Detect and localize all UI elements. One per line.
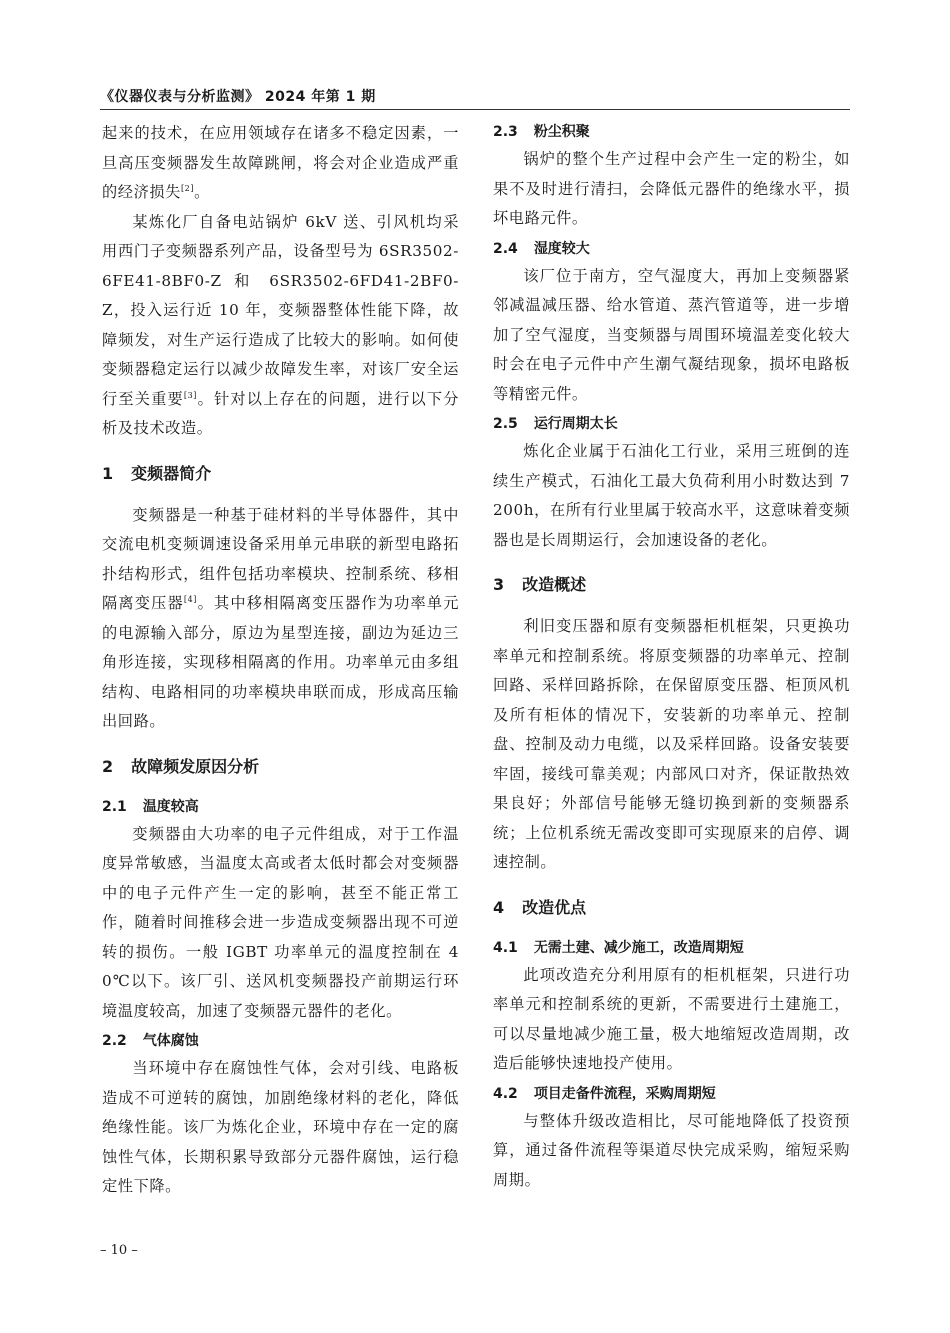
left-column bbox=[102, 119, 459, 1202]
subsection-number: 4.2 bbox=[493, 1085, 518, 1102]
subsection-title: 无需土建、减少施工，改造周期短 bbox=[533, 939, 744, 956]
paragraph-text: 某炼化厂自备电站锅炉 6kV 送、引风机均采用西门子变频器系列产品，设备型号为 6SR3502-6FE41-8BF0-Z 和 6SR3502-6FD41-2BF0-Z，投入运行近 10 年，变频器整体性能下降，故障频发，对生产运行造成了比较大的影响。如何使变频器稳定运行以减少故障发生率，对该厂安全运行至关重要 bbox=[102, 212, 459, 408]
section-title: 改造优点 bbox=[522, 897, 587, 917]
citation-ref: [3] bbox=[183, 390, 198, 400]
subsection-title: 湿度较大 bbox=[533, 240, 590, 257]
subsection-heading-2-4 bbox=[493, 236, 850, 262]
paragraph-text: 起来的技术，在应用领域存在诸多不稳定因素，一旦高压变频器发生故障跳闸，将会对企业造成严重的经济损失 bbox=[102, 124, 459, 201]
subsection-title: 粉尘积聚 bbox=[533, 124, 590, 140]
paragraph-2-5: 炼化企业属于石油化工行业，采用三班倒的连续生产模式，石油化工最大负荷利用小时数达到 7200h，在所有行业里属于较高水平，这意味着变频器也是长周期运行，会加速设备的老化。 bbox=[493, 442, 850, 549]
page-number: – 10 – bbox=[100, 1243, 138, 1258]
section-heading-2 bbox=[102, 754, 459, 780]
section-title: 变频器简介 bbox=[131, 463, 212, 483]
subsection-heading-4-1 bbox=[493, 935, 850, 961]
subsection-heading-2-5 bbox=[493, 411, 850, 437]
section-heading-4 bbox=[493, 895, 850, 921]
paragraph-text: 。其中移相隔离变压器作为功率单元的电源输入部分，原边为星型连接，副边为延边三角形连接，实现移相隔离的作用。功率单元由多组结构、电路相同的功率模块串联而成，形成高压输出回路。 bbox=[102, 594, 459, 730]
right-column bbox=[493, 119, 850, 1195]
section-number: 4 bbox=[493, 897, 505, 917]
paragraph-2-3: 锅炉的整个生产过程中会产生一定的粉尘，如果不及时进行清扫，会降低元器件的绝缘水平，损坏电路元件。 bbox=[493, 150, 850, 227]
paragraph-2-4: 该厂位于南方，空气湿度大，再加上变频器紧邻减温减压器、给水管道、蒸汽管道等，进一步增加了空气湿度，当变频器与周围环境温差变化较大时会在电子元件中产生潮气凝结现象，损坏电路板等精密元件。 bbox=[493, 266, 850, 403]
paragraph-section-1 bbox=[102, 501, 459, 737]
citation-ref: [2] bbox=[180, 184, 195, 193]
subsection-heading-2-2 bbox=[102, 1028, 459, 1054]
section-number: 1 bbox=[102, 463, 114, 483]
subsection-number: 2.4 bbox=[493, 240, 518, 257]
section-title: 改造概述 bbox=[522, 575, 587, 594]
paragraph-2-1: 变频器由大功率的电子元件组成，对于工作温度异常敏感，当温度太高或者太低时都会对变频器中的电子元件产生一定的影响，甚至不能正常工作，随着时间推移会进一步造成变频器出现不可逆转的损伤。一般 IGBT 功率单元的温度控制在 40℃以下。该厂引、送风机变频器投产前期运行环境温度较高，加速了变频器元器件的老化。 bbox=[102, 824, 459, 1020]
paragraph-section-3: 利旧变压器和原有变频器柜机框架，只更换功率单元和控制系统。将原变频器的功率单元、控制回路、采样回路拆除，在保留原变压器、柜顶风机及所有柜体的情况下，安装新的功率单元、控制盘、控制及动力电缆，以及采样回路。设备安装要牢固，接线可靠美观；内部风口对齐，保证散热效果良好；外部信号能够无缝切换到新的变频器系统；上位机系统无需改变即可实现原来的启停、调速控制。 bbox=[493, 617, 850, 871]
section-number: 2 bbox=[102, 756, 114, 776]
citation-ref: [4] bbox=[183, 595, 198, 604]
paragraph-intro-continued bbox=[102, 119, 459, 208]
paragraph-2-2: 当环境中存在腐蚀性气体，会对引线、电路板造成不可逆转的腐蚀，加剧绝缘材料的老化，降低绝缘性能。该厂为炼化企业，环境中存在一定的腐蚀性气体，长期积累导致部分元器件腐蚀，运行稳定性下降。 bbox=[102, 1059, 459, 1195]
subsection-title: 温度较高 bbox=[142, 798, 199, 815]
subsection-number: 2.5 bbox=[493, 416, 518, 432]
subsection-number: 2.3 bbox=[493, 124, 518, 140]
journal-header: 《仪器仪表与分析监测》 2024 年第 1 期 bbox=[100, 89, 376, 105]
subsection-number: 2.1 bbox=[102, 798, 127, 815]
subsection-title: 运行周期太长 bbox=[533, 416, 618, 432]
paragraph-background bbox=[102, 208, 459, 444]
subsection-heading-4-2 bbox=[493, 1081, 850, 1107]
subsection-title: 气体腐蚀 bbox=[142, 1033, 199, 1049]
paragraph-4-2: 与整体升级改造相比，尽可能地降低了投资预算，通过备件流程等渠道尽快完成采购，缩短采购周期。 bbox=[493, 1111, 850, 1189]
paragraph-text: 。 bbox=[194, 183, 210, 201]
header-rule bbox=[100, 109, 850, 110]
subsection-heading-2-3 bbox=[493, 119, 850, 145]
paragraph-text: 变频器是一种基于硅材料的半导体器件，其中交流电机变频调速设备采用单元串联的新型电路拓扑结构形式，组件包括功率模块、控制系统、移相隔离变压器 bbox=[102, 505, 459, 612]
subsection-title: 项目走备件流程，采购周期短 bbox=[533, 1085, 716, 1102]
subsection-number: 2.2 bbox=[102, 1033, 127, 1049]
section-heading-3 bbox=[493, 572, 850, 598]
paragraph-4-1: 此项改造充分利用原有的柜机框架，只进行功率单元和控制系统的更新，不需要进行土建施工，可以尽量地减少施工量，极大地缩短改造周期，改造后能够快速地投产使用。 bbox=[493, 965, 850, 1072]
section-title: 故障频发原因分析 bbox=[131, 756, 260, 776]
subsection-heading-2-1 bbox=[102, 794, 459, 820]
paragraph-text: 。针对以上存在的问题，进行以下分析及技术改造。 bbox=[102, 389, 459, 437]
subsection-number: 4.1 bbox=[493, 939, 518, 956]
section-heading-1 bbox=[102, 461, 459, 487]
section-number: 3 bbox=[493, 575, 505, 594]
